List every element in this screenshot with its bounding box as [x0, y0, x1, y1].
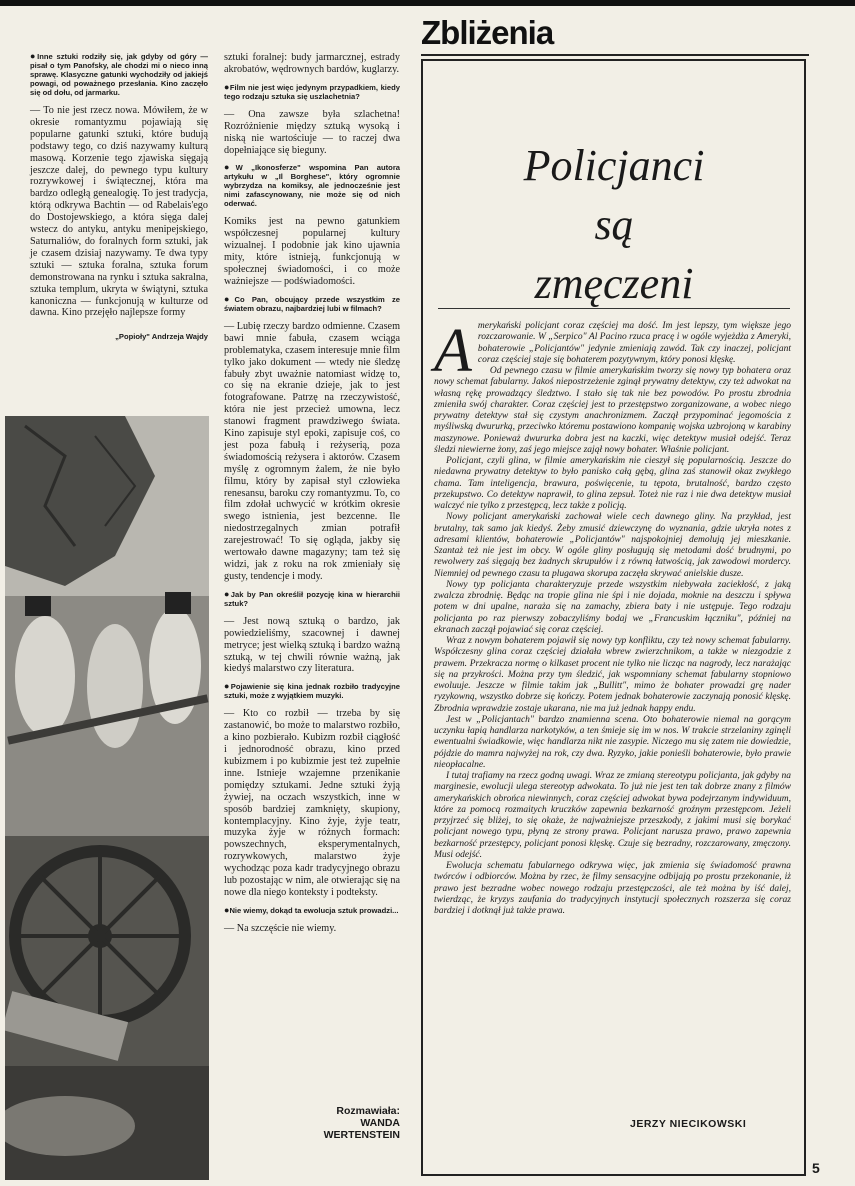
middle-column	[224, 52, 400, 942]
interview-question: ● Pojawienie się kina jednak rozbiło tradycyjne sztuki, może z wyjątkiem muzyki.	[224, 682, 400, 700]
article-paragraph: Amerykański policjant coraz częściej ma dość. Im jest lepszy, tym większe jego rozczarowanie. W „Serpico" Al Pacino rzuca pracę i w ogóle wyjeżdża z Ameryki, bohaterowie „Policjantów" jedynie zmieniają zawód. Tak czy inaczej, policjant coraz częściej staje się bohaterem pozytywnym, który ponosi klęskę.	[434, 317, 791, 385]
article-author: JERZY NIECIKOWSKI	[630, 1118, 747, 1130]
interview-question: ● Film nie jest więc jedynym przypadkiem, kiedy tego rodzaju sztuka się uszlachetnia?	[224, 83, 400, 101]
interview-question: ● Co Pan, obcujący przede wszystkim ze światem obrazu, najbardziej lubi w filmach?	[224, 295, 400, 313]
credit-name: WANDA	[360, 1117, 400, 1129]
page-number: 5	[812, 1160, 820, 1176]
article-paragraph: Policjant, czyli glina, w filmie amerykańskim nie cieszył się popularnością. Jeszcze do niedawna prywatny detektyw to było panisko całą gębą, glina zaś stanowił okaz zwykłego chama. Tam inteligencja, brawura, poświęcenie, tu tępota, brutalność, bardzo często przekupstwo. Co detektyw naprawił, to glina zepsuł. Toteż nie raz i nie dwa detektyw musiał walczyć nie tylko z przestępcą, lecz także z policją.	[434, 456, 791, 511]
interview-answer: Komiks jest na pewno gatunkiem współczesnej popularnej kultury wizualnej. I podobnie jak kino ujawnia mity, które istnieją, funkcjonują w społecznej świadomości, i co może ważniejsze — podświadomości.	[224, 216, 400, 287]
headline-rule	[438, 308, 790, 309]
article-paragraph: I tutaj trafiamy na rzecz godną uwagi. Wraz ze zmianą stereotypu policjanta, jak gdyby na marginesie, ewolucji ulega stereotyp adwokata. To już nie jest ten tak dobrze znany z filmów amerykańskich obrońca niewinnych, coraz częściej adwokat bywa podejrzanym indywiduum, które za pomocą rozmaitych kruczków zapewnia bezkarność groźnym przestępcom. Jeżeli przyjrzeć się bliżej, to się okaże, że najważniejsze przeszkody, z jakimi musi się borykać policjant nowego typu, płyną ze strony prawa. Policjant narusza prawo, prawo zapewnia bezkarność przestępcy, policjant ponosi klęskę. Czuje się bezradny, rozczarowany, zmęczony. Musi odejść.	[434, 771, 791, 860]
interview-credit	[300, 1105, 400, 1141]
interview-answer: sztuki foralnej: budy jarmarcznej, estrady akrobatów, wędrownych bardów, kuglarzy.	[224, 52, 400, 75]
article-headline	[438, 136, 790, 313]
article-paragraph: Wraz z nowym bohaterem pojawił się nowy typ konfliktu, czy też nowy schemat fabularny. Współczesny glina coraz częściej działała wbrew zwierzchnikom, a także w niezgodzie z prawem. Przekracza normę o kilkaset procent nie tylko nie licząc na nagrody, lecz narażając się na przykrości. Można przy tym śledzić, jak wspomniany schemat fabularny stopniowo ewoluuje. Jeszcze w filmie takim jak „Bullitt", mimo że bohater prowadzi grę nader ryzykowną, wszystko dobrze się kończy. Potem jednak bohaterowie zaczynają ponosić klęskę. Zbrodnia wprawdzie zostaje ukarana, nie ma już jednak happy endu.	[434, 636, 791, 714]
section-rule	[421, 54, 809, 56]
article-body	[434, 317, 791, 917]
article-paragraph: Nowy policjant amerykański zachował wiele cech dawnego gliny. Na przykład, jest brutalny, tak samo jak kiedyś. Żeby zmusić dziewczynę do wyznania, gdzie ukryła notes z adresami klientów, bohaterowie „Policjantów" najspokojniej demolują jej mieszkanie. Szantaż też nie jest im obcy. W ogóle gliny posługują się metodami dość brudnymi, po rewolwery zaś sięgają bez żadnych skrupułów i z równą łatwością, jak zawodowi mordercy. Niemniej od pewnego czasu ta plugawa skorupa zaczęła skrywać anielskie dusze.	[434, 512, 791, 579]
article-paragraph: Jest w „Policjantach" bardzo znamienna scena. Oto bohaterowie niemal na gorącym uczynku łapią handlarza narkotyków, a ten śmieje się im w nos. W trakcie strzelaniny zginęli ewentualni świadkowie, więc handlarza nikt nie zasypie. Niczego mu się zatem nie dowiedzie, pójdzie do mamra najwyżej na rok, czy dwa. Ryzyko, jakie ponieśli bohaterowie, było prawie nieopłacalne.	[434, 714, 791, 770]
interview-answer: — Kto co rozbił — trzeba by się zastanowić, bo może to malarstwo rozbiło, a kino pozbierało. Kubizm rozbił ciągłość i jednorodność obrazu, kino przed kubizmem i po kubizmie jest też zupełnie inne. Istnieje wzajemne przenikanie pomiędzy sztukami. Jedne sztuki żyją żywiej, na oczach wszystkich, inne w sposób bardziej zamknięty, skupiony, kontemplacyjny. Kino żyje, żyje teatr, muzyka żyje w różnych formach: powszechnych, eksperymentalnych, rozrywkowych, malarstwo żyje wychodząc poza kadr tradycyjnego obrazu lub pozostając w nim, ale otwierając się na nowe dla niego konteksty i podteksty.	[224, 708, 400, 898]
interview-question: ● Inne sztuki rodziły się, jak gdyby od góry — pisał o tym Panofsky, ale chodzi mi o nieco inną sprawę. Klasyczne gatunki wychodziły od jakiejś powagi, od poważnego przesłania. Kino zaczęło się od dołu, od jarmarku.	[30, 52, 208, 97]
interview-question: ● W „Ikonosferze" wspomina Pan autora artykułu w „Il Borghese", który ogromnie wybrzydza na komiksy, ale jednocześnie jest nimi zafascynowany, nie może się od nich oderwać.	[224, 163, 400, 208]
photo-caption: „Popioły" Andrzeja Wajdy	[115, 332, 208, 342]
article-paragraph: Od pewnego czasu w filmie amerykańskim tworzy się nowy typ bohatera oraz nowy schemat fabularny. Jakoś niepostrzeżenie zginął prywatny detektyw, czy też adwokat na własną rękę prowadzący śledztwo. I stało się tak nie bez powodów. Po prostu zbrodnia zmieniła swój charakter. Coraz częściej jest to przestępstwo zorganizowane, a wobec niego prywatny detektyw stał się czystym anachronizmem. Zaczął przypominać jegomościa z myśliwską dwururką, przeciwko któremu postawiono kompanię wojska uzbrojoną w karabiny maszynowe. Ponieważ dwururka dobra jest na kaczki, więc detektyw musiał odejść. Teraz śledzi niewierne żony, zaś jego miejsce zajął nowy bohater. Właśnie policjant.	[434, 366, 791, 455]
interview-question: ● Jak by Pan określił pozycję kina w hierarchii sztuk?	[224, 590, 400, 608]
interview-answer: — Na szczęście nie wiemy.	[224, 922, 337, 934]
left-column	[30, 52, 208, 343]
credit-label: Rozmawiała:	[336, 1105, 400, 1117]
credit-name: WERTENSTEIN	[323, 1129, 400, 1141]
headline-line: są	[594, 200, 634, 249]
interview-answer: — Lubię rzeczy bardzo odmienne. Czasem bawi mnie fabuła, czasem wciąga problematyka, czasem interesuje mnie film tylko jako dokument — wtedy nie śledzę fabuły zbyt uważnie natomiast widzę to, co się na ekranie dzieje, jak to jest fotografowane. Patrzę na rzeczywistość, która nie jest przecież umowna, lecz stanowi fragment prawdziwego świata. Kino zapisuje styl epoki, zapisuje coś, co jest poza fabułą i reżyserią, poza świadomością reżysera i aktorów. Czasem myślę z ogromnym żalem, że nie było filmu, który by zapisał styl człowieka renesansu, baroku czy romantyzmu. To, co film zdołał uchwycić w krótkim okresie swego istnienia, jest bezcenne. Ile niedostrzegalnych zmian potrafił zarejestrować! To się ogląda, jakby się wertowało dawne magazyny; tam też się widzi, jak z roku na rok zmieniały się gusty, tendencje i mody.	[224, 320, 400, 582]
interview-answer: — Jest nową sztuką o bardzo, jak powiedzieliśmy, szacownej i dawnej metryce; jest wielką sztuką i bardzo ważną sztuką, w tej chwili równie ważną, jak kiedyś malarstwo czy literatura.	[224, 615, 400, 675]
interview-answer: — Ona zawsze była szlachetna! Rozróżnienie między sztuką wysoką i niską nie wartościuje — to raczej dwa dopełniające się bieguny.	[224, 108, 400, 156]
drop-cap: A	[434, 317, 472, 385]
interview-question: ● Nie wiemy, dokąd ta ewolucja sztuk prowadzi...	[224, 906, 400, 915]
article-paragraph: Ewolucja schematu fabularnego odkrywa więc, jak zmienia się świadomość prawna twórców i odbiorców. Można by rzec, że filmy sensacyjne odbijają po prostu przekonanie, iż prawo jest bezradne wobec nowego rodzaju przestępczości, ale też można by iść dalej, twierdząc, że kryzys zaufania do tradycyjnych instytucji społecznych rozszerza się coraz bardziej i dotknął już także prawa.	[434, 861, 791, 916]
headline-line: zmęczeni	[534, 259, 694, 308]
interview-answer: — To nie jest rzecz nowa. Mówiłem, że w okresie romantyzmu pojawiają się popularne gatunki sztuki, które budują podstawy tego, co dziś nazywamy kulturą masową. Korzenie tego zjawiska sięgają jeszcze dalej, do pewnego typu kultury rozrywkowej i świątecznej, która ma bardzo odległą genealogię. To jest tradycja, którą odkrywa Bachtin — od Rabelais'ego do Dostojewskiego, a która sięga dalej wstecz do antyku, antyku menipejskiego, Saturnaliów, do foralnych form sztuki, jak je czasem dzisiaj nazywamy. Te dwa typy sztuki — sztuka foralna, sztuka forum demonstrowana na rynku i sztuka sakralna, sztuka templum, ukryta w świątyni, sztuka kanoniczna — funkcjonują w kulturze od dawna. Kino przejęło najlepsze formy	[30, 105, 208, 319]
headline-line: Policjanci	[523, 141, 705, 190]
section-title: Zbliżenia	[421, 14, 554, 51]
film-still-photo	[5, 416, 209, 1180]
top-border	[0, 0, 855, 6]
article-paragraph: Nowy typ policjanta charakteryzuje przede wszystkim niebywała zaciekłość, z jaką zwalcza zbrodnię. Będąc na tropie glina nie śpi i nie dojada, moknie na deszczu i spływa potem w dni upalne, naraża się na zamachy, zbiera baty i nie ustępuje. Tego rodzaju policjanta po raz pierwszy zobaczyliśmy bodaj we „Francuskim łączniku", później na ekranach zaczął pojawiać się coraz częściej.	[434, 579, 791, 635]
